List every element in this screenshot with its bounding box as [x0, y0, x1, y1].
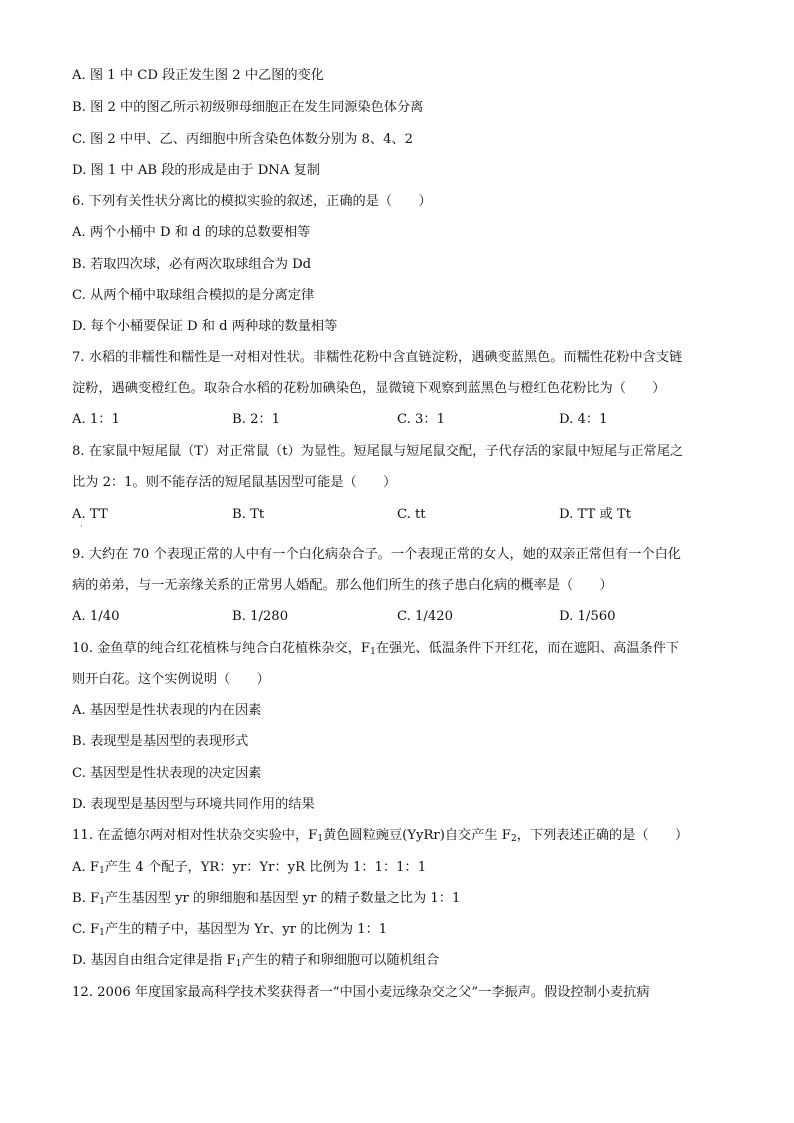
q11-option-b-sub: 1	[99, 897, 105, 907]
q5-option-c: C. 图 2 中甲、乙、丙细胞中所含染色体数分别为 8、4、2	[72, 132, 414, 147]
q7-stem-line1: 7. 水稻的非糯性和糯性是一对相对性状。非糯性花粉中含直链淀粉，遇碘变蓝黑色。而糯性花粉中含支链	[72, 350, 683, 365]
q10-subscript: 1	[370, 647, 376, 657]
q11-stem-text-a: 11. 在孟德尔两对相对性状杂交实验中，F	[72, 828, 318, 843]
q7-option-c: C. 3：1	[397, 412, 445, 427]
q6-option-b: B. 若取四次球，必有两次取球组合为 Dd	[72, 257, 312, 272]
stray-dot-mark: ·	[80, 522, 83, 531]
q11-option-c-prefix: C. F	[72, 922, 100, 937]
q9-option-a: A. 1/40	[72, 609, 120, 624]
q7-option-b: B. 2：1	[232, 412, 281, 427]
q8-stem-line2: 比为 2：1。则不能存活的短尾鼠基因型可能是（ ）	[72, 475, 397, 490]
q11-option-b	[72, 889, 732, 909]
q9-options	[72, 607, 732, 627]
q11-stem	[72, 826, 732, 846]
q6-option-a: A. 两个小桶中 D 和 d 的球的总数要相等	[72, 225, 311, 240]
q10-option-a: A. 基因型是性状表现的内在因素	[72, 703, 262, 718]
q9-option-d: D. 1/560	[559, 609, 616, 624]
q11-option-d-prefix: D. 基因自由组合定律是指 F	[72, 953, 236, 968]
q8-option-c: C. tt	[397, 507, 426, 522]
q11-option-c	[72, 920, 732, 940]
q11-option-c-sub: 1	[99, 928, 105, 938]
q7-option-a: A. 1：1	[72, 412, 120, 427]
q8-stem-line1: 8. 在家鼠中短尾鼠（T）对正常鼠（t）为显性。短尾鼠与短尾鼠交配，子代存活的家鼠中短尾与正常尾之	[72, 444, 684, 459]
q11-option-a-sub: 1	[99, 866, 105, 876]
q9-stem-line1: 9. 大约在 70 个表现正常的人中有一个白化病杂合子。一个表现正常的女人，她的双亲正常但有一个白化	[72, 547, 681, 562]
q8-option-d: D. TT 或 Tt	[559, 507, 631, 522]
q10-option-b: B. 表现型是基因型的表现形式	[72, 734, 249, 749]
q11-option-b-prefix: B. F	[72, 891, 100, 906]
q10-stem-line2: 则开白花。这个实例说明（ ）	[72, 672, 270, 687]
q11-option-b-text: 产生基因型 yr 的卵细胞和基因型 yr 的精子数量之比为 1：1	[104, 891, 461, 906]
q11-option-d-sub: 1	[235, 959, 242, 969]
q9-option-b: B. 1/280	[232, 609, 289, 624]
q6-stem: 6. 下列有关性状分离比的模拟实验的叙述，正确的是（ ）	[72, 194, 432, 209]
q8-option-b: B. Tt	[232, 507, 265, 522]
q5-option-b: B. 图 2 中的图乙所示初级卵母细胞正在发生同源染色体分离	[72, 100, 424, 115]
q8-option-a: A. TT	[72, 507, 108, 522]
q7-stem-line2: 淀粉，遇碘变橙红色。取杂合水稻的花粉加碘染色，显微镜下观察到蓝黑色与橙红色花粉比为（ ）	[72, 381, 666, 396]
q11-option-a-text: 产生 4 个配子，YR：yr：Yr：yR 比例为 1：1：1：1	[104, 860, 427, 875]
q11-stem-text-c: ，下列表述正确的是（ ）	[516, 828, 689, 843]
q11-option-a	[72, 858, 732, 878]
q11-subscript-1: 1	[317, 834, 324, 844]
q11-subscript-2: 2	[510, 834, 517, 844]
q5-option-d: D. 图 1 中 AB 段的形成是由于 DNA 复制	[72, 163, 320, 178]
q10-stem-text-a: 10. 金鱼草的纯合红花植株与纯合白花植株杂交，F	[72, 641, 371, 656]
q11-option-d-text: 产生的精子和卵细胞可以随机组合	[241, 953, 440, 968]
q10-option-c: C. 基因型是性状表现的决定因素	[72, 766, 262, 781]
q10-stem-line1	[72, 639, 732, 659]
q6-option-c: C. 从两个桶中取球组合模拟的是分离定律	[72, 288, 315, 303]
q7-options	[72, 410, 732, 430]
q11-option-c-text: 产生的精子中，基因型为 Yr、yr 的比例为 1：1	[104, 922, 388, 937]
q9-stem-line2: 病的弟弟，与一无亲缘关系的正常男人婚配。那么他们所生的孩子患白化病的概率是（ ）	[72, 578, 613, 593]
q7-option-d: D. 4：1	[559, 412, 608, 427]
q11-option-a-prefix: A. F	[72, 860, 100, 875]
q10-stem-text-b: 在强光、低温条件下开红花，而在遮阳、高温条件下	[375, 641, 680, 656]
q11-option-d	[72, 951, 732, 971]
q10-option-d: D. 表现型是基因型与环境共同作用的结果	[72, 797, 315, 812]
q5-option-a: A. 图 1 中 CD 段正发生图 2 中乙图的变化	[72, 68, 324, 83]
q6-option-d: D. 每个小桶要保证 D 和 d 两种球的数量相等	[72, 319, 338, 334]
q11-stem-text-b: 黄色圆粒豌豆(YyRr)自交产生 F	[323, 828, 511, 843]
q8-options	[72, 505, 732, 525]
q12-stem-line1: 12. 2006 年度国家最高科学技术奖获得者一“中国小麦远缘杂交之父”一李振声。假设控制小麦抗病	[72, 985, 650, 1000]
q9-option-c: C. 1/420	[397, 609, 454, 624]
